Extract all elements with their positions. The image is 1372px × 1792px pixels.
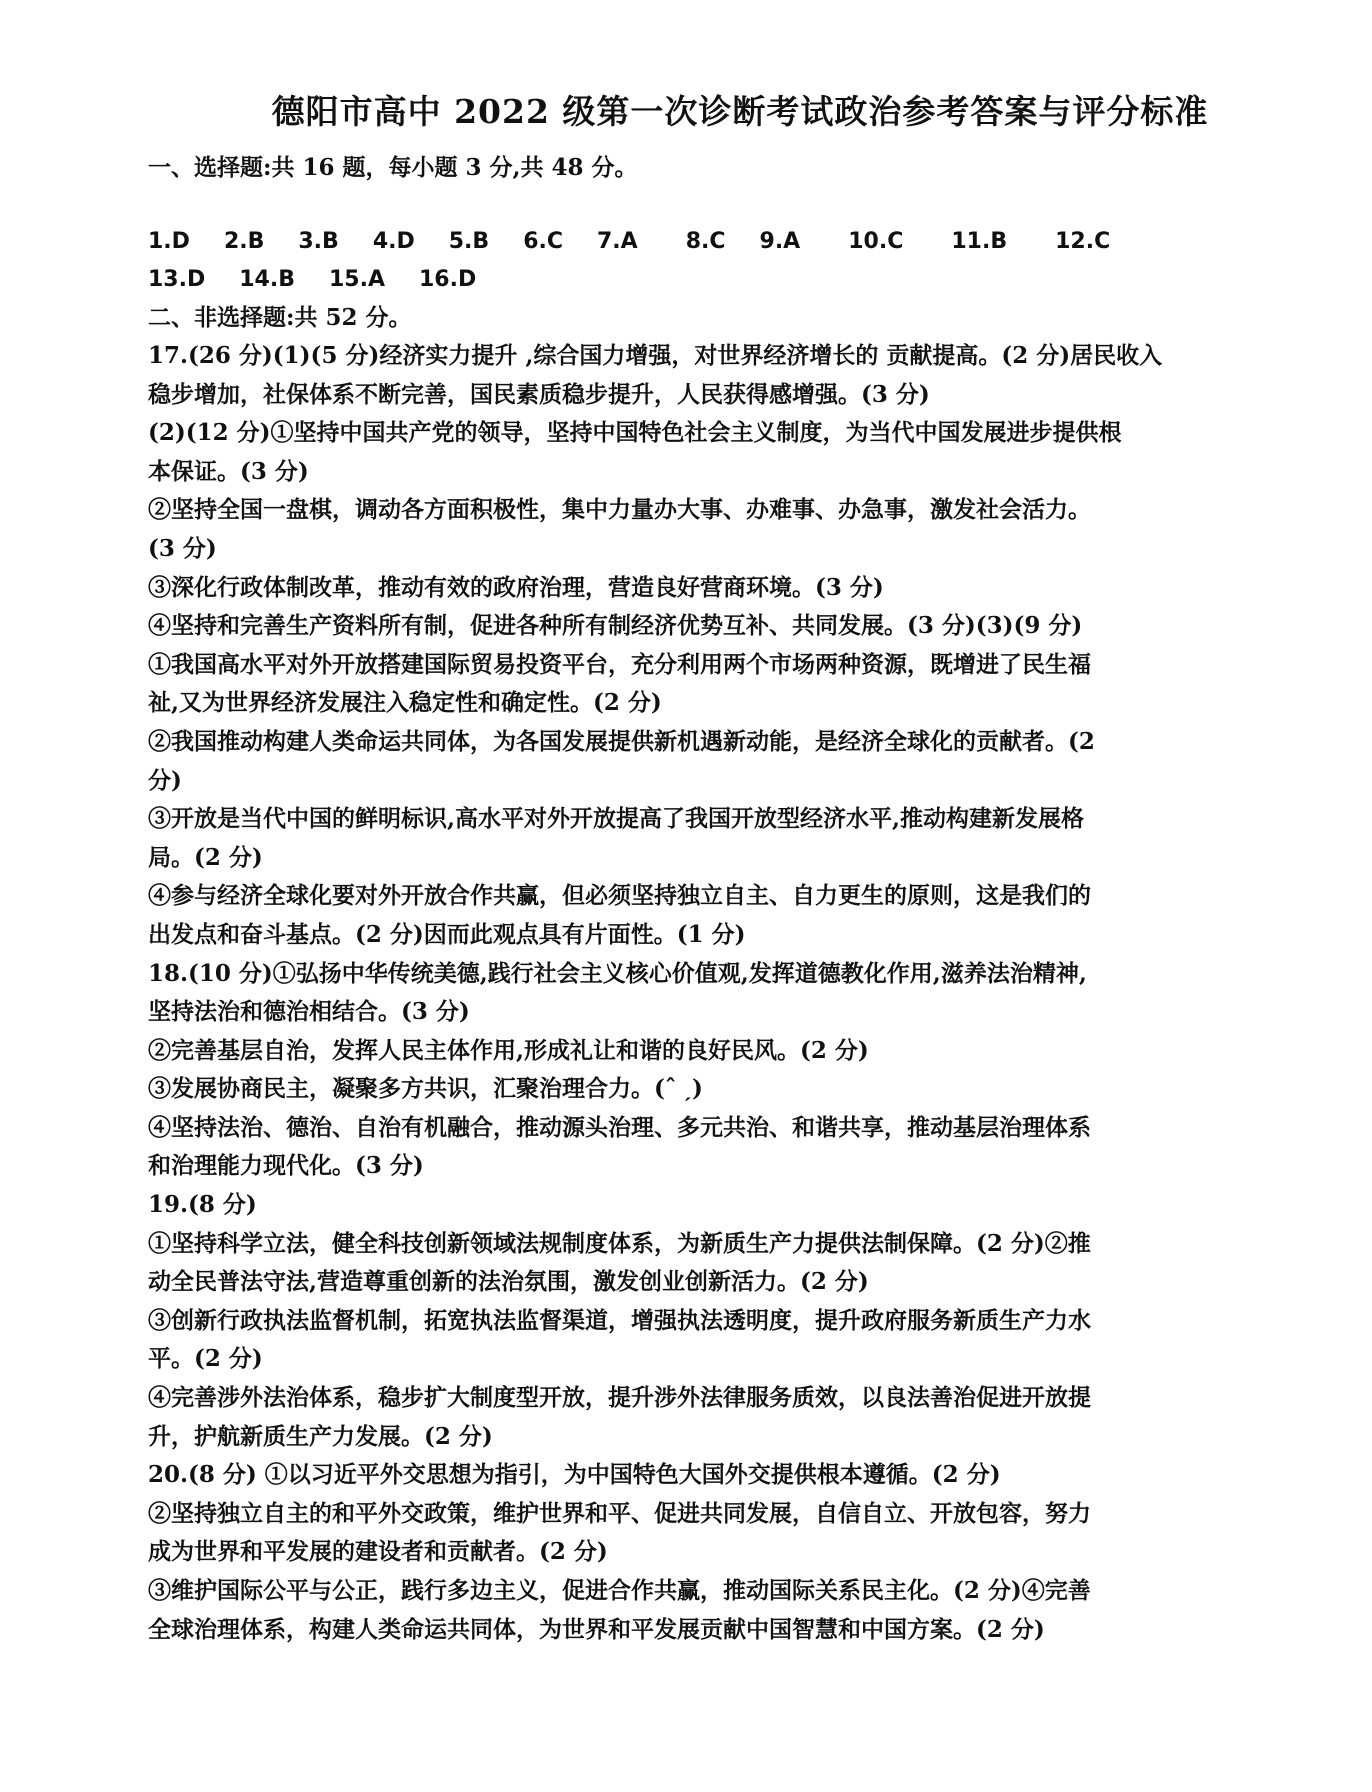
page-title: 德阳市高中 2022 级第一次诊断考试政治参考答案与评分标准 — [271, 92, 1209, 131]
answer-item: 3.B — [298, 229, 339, 254]
answer-line: 动全民普法守法,营造尊重创新的法治氛围，激发创业创新活力。(2 分) — [148, 1268, 869, 1296]
answer-item: 6.C — [523, 229, 563, 254]
answer-line: ①坚持科学立法，健全科技创新领域法规制度体系，为新质生产力提供法制保障。(2 分)②推 — [148, 1229, 1091, 1257]
answer-line: (2)(12 分)①坚持中国共产党的领导，坚持中国特色社会主义制度，为当代中国发展进步提供根 — [148, 419, 1122, 447]
answer-line: ③创新行政执法监督机制，拓宽执法监督渠道，增强执法透明度，提升政府服务新质生产力水 — [148, 1306, 1091, 1334]
answer-line: 平。(2 分) — [148, 1345, 263, 1373]
answer-item: 4.D — [372, 229, 415, 254]
spacer — [148, 187, 1292, 223]
answer-line: 坚持法治和德治相结合。(3 分) — [148, 998, 470, 1026]
section-1-heading: 一、选择题:共 16 题，每小题 3 分,共 48 分。 — [148, 154, 638, 181]
answer-line: ③开放是当代中国的鲜明标识,高水平对外开放提高了我国开放型经济水平,推动构建新发展格 — [148, 805, 1085, 833]
answer-line: ③深化行政体制改革，推动有效的政府治理，营造良好营商环境。(3 分) — [148, 573, 884, 601]
answer-item: 15.A — [328, 267, 385, 292]
answer-line: 出发点和奋斗基点。(2 分)因而此观点具有片面性。(1 分) — [148, 920, 746, 948]
answer-line: ②坚持全国一盘棋，调动各方面积极性，集中力量办大事、办难事、办急事，激发社会活力。 — [148, 496, 1091, 524]
answer-line: ④坚持和完善生产资料所有制，促进各种所有制经济优势互补、共同发展。(3 分)(3)(9 分) — [148, 612, 1083, 640]
answer-line: 19.(8 分) — [148, 1191, 257, 1219]
answer-line: 局。(2 分) — [148, 843, 263, 871]
answer-line: ②我国推动构建人类命运共同体，为各国发展提供新机遇新动能，是经济全球化的贡献者。(2 — [148, 727, 1095, 755]
answer-line: (3 分) — [148, 534, 217, 562]
answer-line: ④完善涉外法治体系，稳步扩大制度型开放，提升涉外法律服务质效，以良法善治促进开放提 — [148, 1384, 1091, 1412]
answer-item: 13.D — [148, 267, 206, 292]
answer-item: 8.C — [685, 229, 726, 254]
answer-line: ②坚持独立自主的和平外交政策，维护世界和平、促进共同发展，自信自立、开放包容，努力 — [148, 1499, 1091, 1527]
answer-line: 升，护航新质生产力发展。(2 分) — [148, 1422, 493, 1450]
answer-line: 分) — [148, 766, 182, 794]
answer-line: 稳步增加，社保体系不断完善，国民素质稳步提升，人民获得感增强。(3 分) — [148, 380, 930, 408]
answer-item: 1.D — [148, 229, 190, 254]
answer-item: 16.D — [418, 267, 477, 292]
answer-row-2 — [148, 261, 1292, 299]
section-2-heading: 二、非选择题:共 52 分。 — [148, 304, 412, 331]
answer-line: 全球治理体系，构建人类命运共同体，为世界和平发展贡献中国智慧和中国方案。(2 分) — [148, 1615, 1045, 1643]
answer-line: ④参与经济全球化要对外开放合作共赢，但必须坚持独立自主、自力更生的原则，这是我们的 — [148, 882, 1091, 910]
answer-line: ④坚持法治、德治、自治有机融合，推动源头治理、多元共治、和谐共享，推动基层治理体系 — [148, 1113, 1091, 1141]
answer-line: ①我国高水平对外开放搭建国际贸易投资平台，充分利用两个市场两种资源，既增进了民生福 — [148, 650, 1091, 678]
answer-item: 10.C — [848, 229, 904, 254]
answer-line: 17.(26 分)(1)(5 分)经济实力提升 ,综合国力增强，对世界经济增长的 贡献提高。(2 分)居民收入 — [148, 342, 1163, 369]
answer-item: 9.A — [759, 229, 801, 254]
answer-item: 11.B — [951, 229, 1008, 254]
answer-line: 和治理能力现代化。(3 分) — [148, 1152, 424, 1180]
answer-line: 成为世界和平发展的建设者和贡献者。(2 分) — [148, 1538, 608, 1566]
answer-item: 5.B — [448, 229, 490, 254]
answer-body — [148, 337, 1292, 1649]
answer-line: ③维护国际公平与公正，践行多边主义，促进合作共赢，推动国际关系民主化。(2 分)④完善 — [148, 1577, 1091, 1604]
answer-line: ②完善基层自治，发挥人民主体作用,形成礼让和谐的良好民风。(2 分) — [148, 1036, 869, 1064]
answer-line: ③发展协商民主，凝聚多方共识，汇聚治理合力。(ˆ ˏ) — [148, 1075, 703, 1103]
answer-item: 7.A — [597, 229, 638, 254]
answer-line: 本保证。(3 分) — [148, 457, 309, 485]
answer-line: 祉,又为世界经济发展注入稳定性和确定性。(2 分) — [148, 689, 662, 717]
answer-row-1 — [148, 223, 1292, 261]
answer-line: 20.(8 分) ①以习近平外交思想为指引，为中国特色大国外交提供根本遵循。(2 分) — [148, 1461, 1001, 1489]
answer-item: 14.B — [239, 267, 295, 292]
answer-item: 12.C — [1055, 229, 1111, 254]
answer-item: 2.B — [223, 229, 265, 254]
answer-line: 18.(10 分)①弘扬中华传统美德,践行社会主义核心价值观,发挥道德教化作用,滋养法治精神, — [148, 959, 1087, 987]
